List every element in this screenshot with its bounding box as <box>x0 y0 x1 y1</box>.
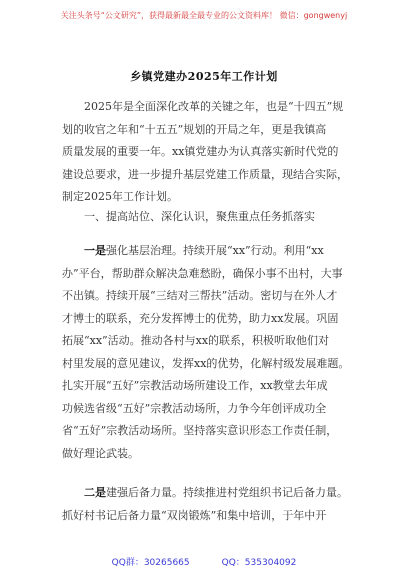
paragraph-point-1 <box>62 240 354 465</box>
qq-group-number: QQ群：30265665 <box>111 558 190 568</box>
text-line: 拓展“xx”活动。推动各村与xx的联系，积极听取他们对 <box>62 334 330 347</box>
text-line: 质量发展的重要一年。xx镇党建办为认真落实新时代党的 <box>62 145 339 158</box>
text-line: 功候选省级“五好”宗教活动场所，力争今年创评成功全 <box>62 401 327 415</box>
text-line: 2025年是全面深化改革的关键之年，也是“十四五”规 <box>84 100 344 113</box>
point-text: 强化基层治理。持续开展“xx”行动。利用“xx <box>106 244 324 257</box>
paragraph-intro <box>62 96 354 209</box>
text-line: 办”平台，帮助群众解决急难愁盼，确保小事不出村，大事 <box>62 266 343 280</box>
text-line: 划的收官之年和“十五五”规划的开局之年，更是我镇高 <box>62 122 327 136</box>
footer-contact <box>0 555 408 568</box>
section-heading-1 <box>62 206 354 229</box>
text-line: 省“五好”宗教活动场所。坚持落实意识形态工作责任制， <box>62 424 338 437</box>
text-line: 建设总要求，进一步提升基层党建工作质量，现结合实际， <box>62 167 348 181</box>
point-lead: 二是 <box>84 486 106 499</box>
text-line: 抓好村书记后备力量“双岗锻炼”和集中培训，于年中开 <box>62 508 327 522</box>
qq-number: QQ：535304092 <box>221 558 297 568</box>
text-line <box>62 240 354 263</box>
text-line <box>62 482 354 505</box>
text-line: 村里发展的意见建议，发挥xx的优势，化解村级发展难题。 <box>62 356 350 370</box>
text-line: 做好理论武装。 <box>62 446 139 460</box>
point-lead: 一是 <box>84 244 106 257</box>
text-line: 制定2025年工作计划。 <box>62 190 178 203</box>
document-title: 乡镇党建办2025年工作计划 <box>130 70 278 83</box>
point-text: 建强后备力量。持续推进村党组织书记后备力量。 <box>106 486 348 499</box>
section-heading-text: 一、提高站位、深化认识，聚焦重点任务抓落实 <box>84 210 315 223</box>
paragraph-point-2 <box>62 482 354 527</box>
text-line: 才博士的联系，充分发挥博士的优势，助力xx发展。巩固 <box>62 311 339 325</box>
text-line: 不出镇。持续开展“三结对三帮扶”活动。密切与在外人才 <box>62 289 338 302</box>
promo-banner: 关注头条号“公文研究”，获得最新最全最专业的公文资料库！ 微信：gongwenyj <box>60 11 348 20</box>
text-line: 扎实开展“五好”宗教活动场所建设工作，xx教堂去年成 <box>62 379 328 392</box>
